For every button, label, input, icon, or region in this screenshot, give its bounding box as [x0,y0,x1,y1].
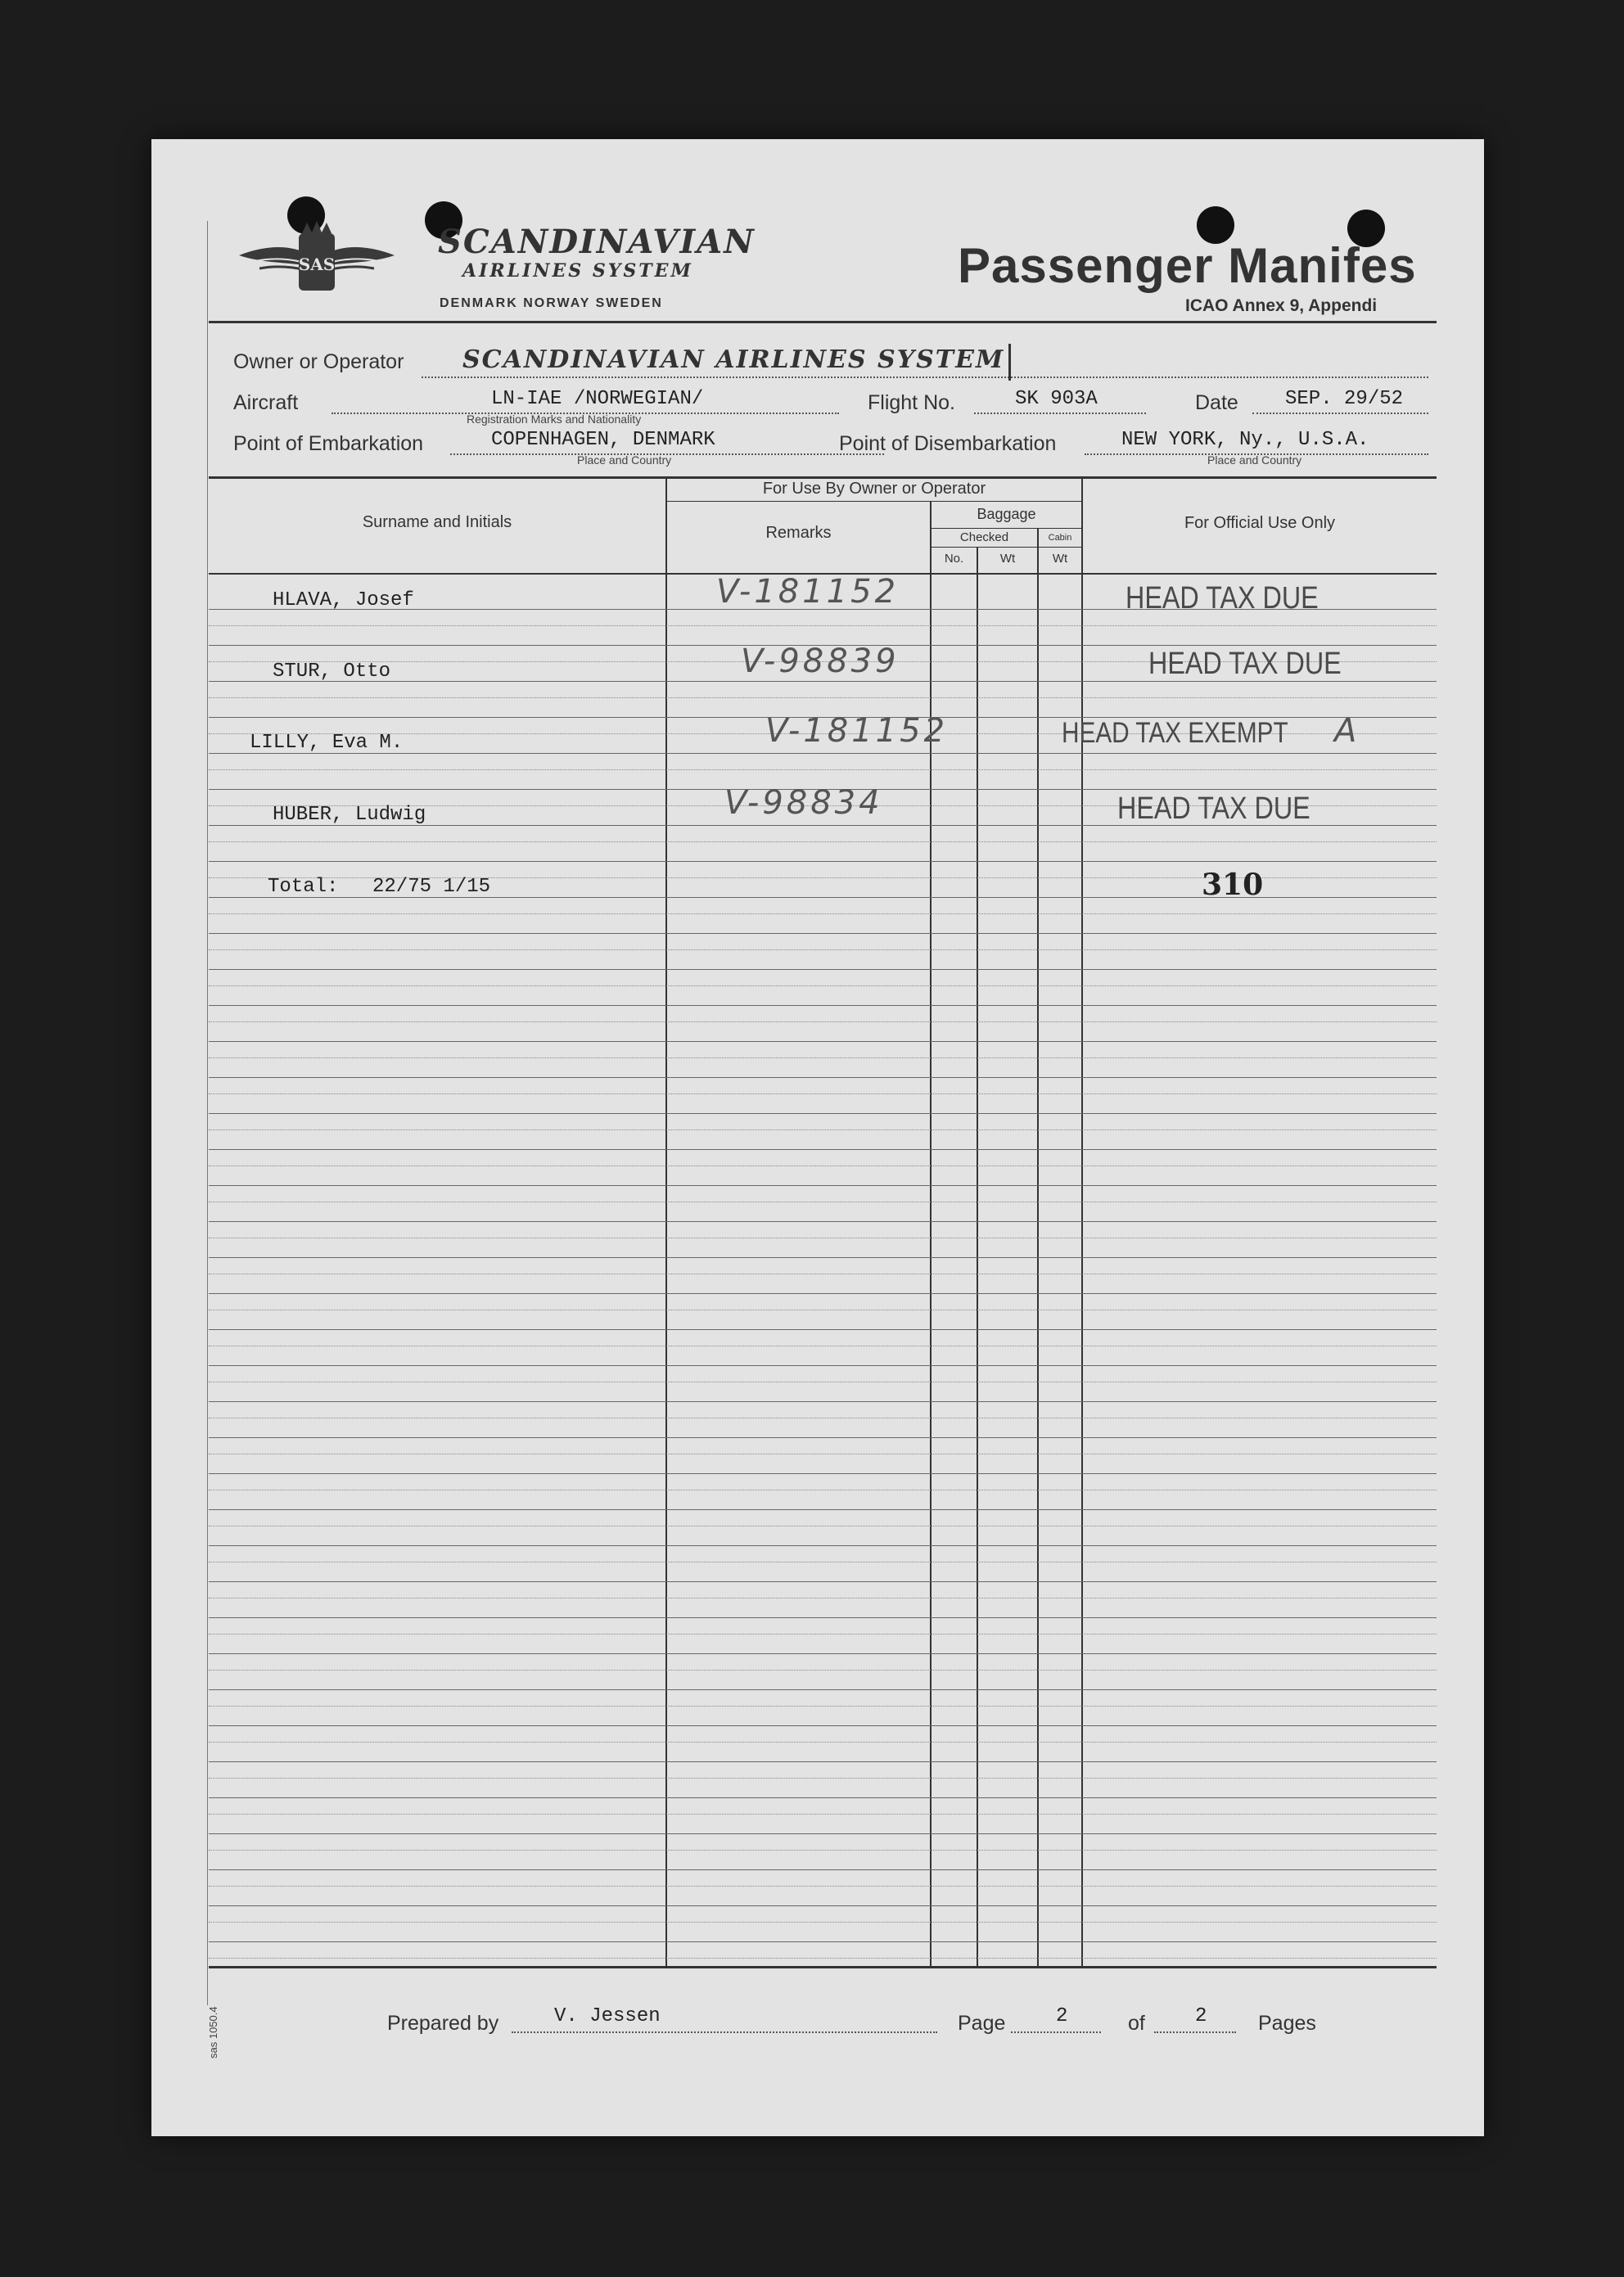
row-dotted-rule [209,1129,1437,1130]
passenger-official: HEAD TAX DUE [1148,647,1342,681]
group-rule [665,501,1081,502]
row-rule [209,1725,1437,1726]
pages-label: Pages [1258,2012,1316,2035]
total-official: 310 [1202,868,1264,902]
row-rule [209,1689,1437,1690]
flight-line [974,413,1146,414]
table-top-rule [209,476,1437,479]
left-margin-rule [207,221,208,2005]
row-rule [209,1509,1437,1510]
col-official-header: For Official Use Only [1184,514,1336,532]
row-rule [209,1905,1437,1906]
row-rule [209,1077,1437,1078]
of-label: of [1128,2012,1145,2035]
passenger-remark: V-181152 [716,573,900,611]
page-line [1011,2031,1101,2033]
row-rule [209,1257,1437,1258]
row-dotted-rule [209,1958,1437,1959]
exempt-mark: A [1334,712,1360,750]
row-rule [209,1581,1437,1582]
row-rule [209,1005,1437,1006]
col-rule-checked-no [977,547,978,1966]
row-rule [209,1365,1437,1366]
flight-value: SK 903A [1015,388,1098,410]
row-rule [209,1329,1437,1330]
row-rule [209,1545,1437,1546]
header-rule [209,321,1437,323]
aircraft-value: LN-IAE /NORWEGIAN/ [491,388,704,410]
brand-name: SCANDINAVIAN [438,223,756,261]
total-label: Total: [268,876,339,898]
row-rule [209,1617,1437,1618]
row-dotted-rule [209,913,1437,914]
row-dotted-rule [209,841,1437,842]
form-subtitle: ICAO Annex 9, Appendi [1185,296,1378,315]
row-dotted-rule [209,1057,1437,1058]
row-rule [209,1113,1437,1114]
row-rule [209,1185,1437,1186]
row-rule [209,1869,1437,1870]
passenger-remark: V-181152 [765,712,949,750]
passenger-remark: V-98839 [741,643,900,680]
date-value: SEP. 29/52 [1285,388,1404,410]
row-rule [209,1797,1437,1798]
row-dotted-rule [209,1742,1437,1743]
row-rule [209,933,1437,934]
checked-rule [930,547,1081,548]
row-rule [209,861,1437,862]
owner-label: Owner or Operator [233,350,404,373]
prepared-line [512,2031,937,2033]
row-dotted-rule [209,1850,1437,1851]
owner-value: SCANDINAVIAN AIRLINES SYSTEM [462,345,1005,374]
brand-countries: DENMARK NORWAY SWEDEN [440,296,663,310]
row-dotted-rule [209,1778,1437,1779]
row-dotted-rule [209,1670,1437,1671]
col-surname-header: Surname and Initials [362,513,512,531]
col-cabin-header: Cabin [1048,533,1072,543]
form-title: Passenger Manifes [958,238,1417,293]
embarkation-value: COPENHAGEN, DENMARK [491,429,715,451]
row-rule [209,1401,1437,1402]
prepared-by-value: V. Jessen [554,2005,661,2027]
passenger-remark: V-98834 [724,784,883,822]
col-owner-group-header: For Use By Owner or Operator [762,480,986,498]
col-baggage-header: Baggage [977,506,1036,522]
passenger-name: HUBER, Ludwig [273,804,426,826]
date-label: Date [1195,391,1238,414]
disembarkation-sublabel: Place and Country [1207,453,1302,467]
passenger-official: HEAD TAX EXEMPT [1062,717,1288,749]
row-rule [209,1221,1437,1222]
embarkation-label: Point of Embarkation [233,432,424,455]
col-wt-header: Wt [999,552,1016,566]
date-line [1252,413,1428,414]
row-rule [209,1833,1437,1834]
owner-bar [1008,344,1011,381]
flight-label: Flight No. [868,391,955,414]
row-dotted-rule [209,697,1437,698]
aircraft-label: Aircraft [233,391,299,414]
row-dotted-rule [209,1093,1437,1094]
manifest-sheet [151,139,1484,2136]
row-dotted-rule [209,949,1437,950]
row-rule [209,1473,1437,1474]
disembarkation-label: Point of Disembarkation [839,432,1057,455]
col-remarks-header: Remarks [765,524,832,542]
row-dotted-rule [209,625,1437,626]
col-wt2-header: Wt [1052,552,1068,566]
col-no-header: No. [944,552,964,566]
aircraft-sublabel: Registration Marks and Nationality [467,413,642,426]
owner-line [422,376,1428,378]
form-code: sas 1050.4 [207,2006,219,2058]
row-rule [209,1437,1437,1438]
brand-subname: AIRLINES SYSTEM [462,260,693,282]
row-dotted-rule [209,769,1437,770]
prepared-by-label: Prepared by [387,2012,499,2035]
row-rule [209,1653,1437,1654]
row-dotted-rule [209,1922,1437,1923]
passenger-name: STUR, Otto [273,661,391,683]
row-dotted-rule [209,985,1437,986]
passenger-name: LILLY, Eva M. [250,732,404,754]
sas-viking-wings-logo [235,221,399,303]
row-rule [209,1293,1437,1294]
baggage-rule [930,528,1081,529]
row-dotted-rule [209,1706,1437,1707]
row-dotted-rule [209,1814,1437,1815]
of-value: 2 [1195,2005,1207,2027]
of-line [1154,2031,1236,2033]
embarkation-sublabel: Place and Country [577,453,672,467]
page-value: 2 [1056,2005,1068,2027]
svg-text:SAS: SAS [298,255,336,274]
passenger-name: HLAVA, Josef [273,589,414,611]
disembarkation-value: NEW YORK, Ny., U.S.A. [1121,429,1369,451]
col-checked-header: Checked [959,530,1009,544]
row-rule [209,1761,1437,1762]
row-dotted-rule [209,1886,1437,1887]
row-rule [209,1149,1437,1150]
row-rule [209,969,1437,970]
table-bottom-rule [209,1966,1437,1968]
row-dotted-rule [209,1021,1437,1022]
row-rule [209,1041,1437,1042]
passenger-official: HEAD TAX DUE [1117,791,1310,826]
total-values: 22/75 1/15 [372,876,491,898]
col-rule-checked-wt [1037,528,1039,1966]
page-label: Page [958,2012,1006,2035]
passenger-official: HEAD TAX DUE [1126,581,1319,615]
row-rule [209,1941,1437,1942]
